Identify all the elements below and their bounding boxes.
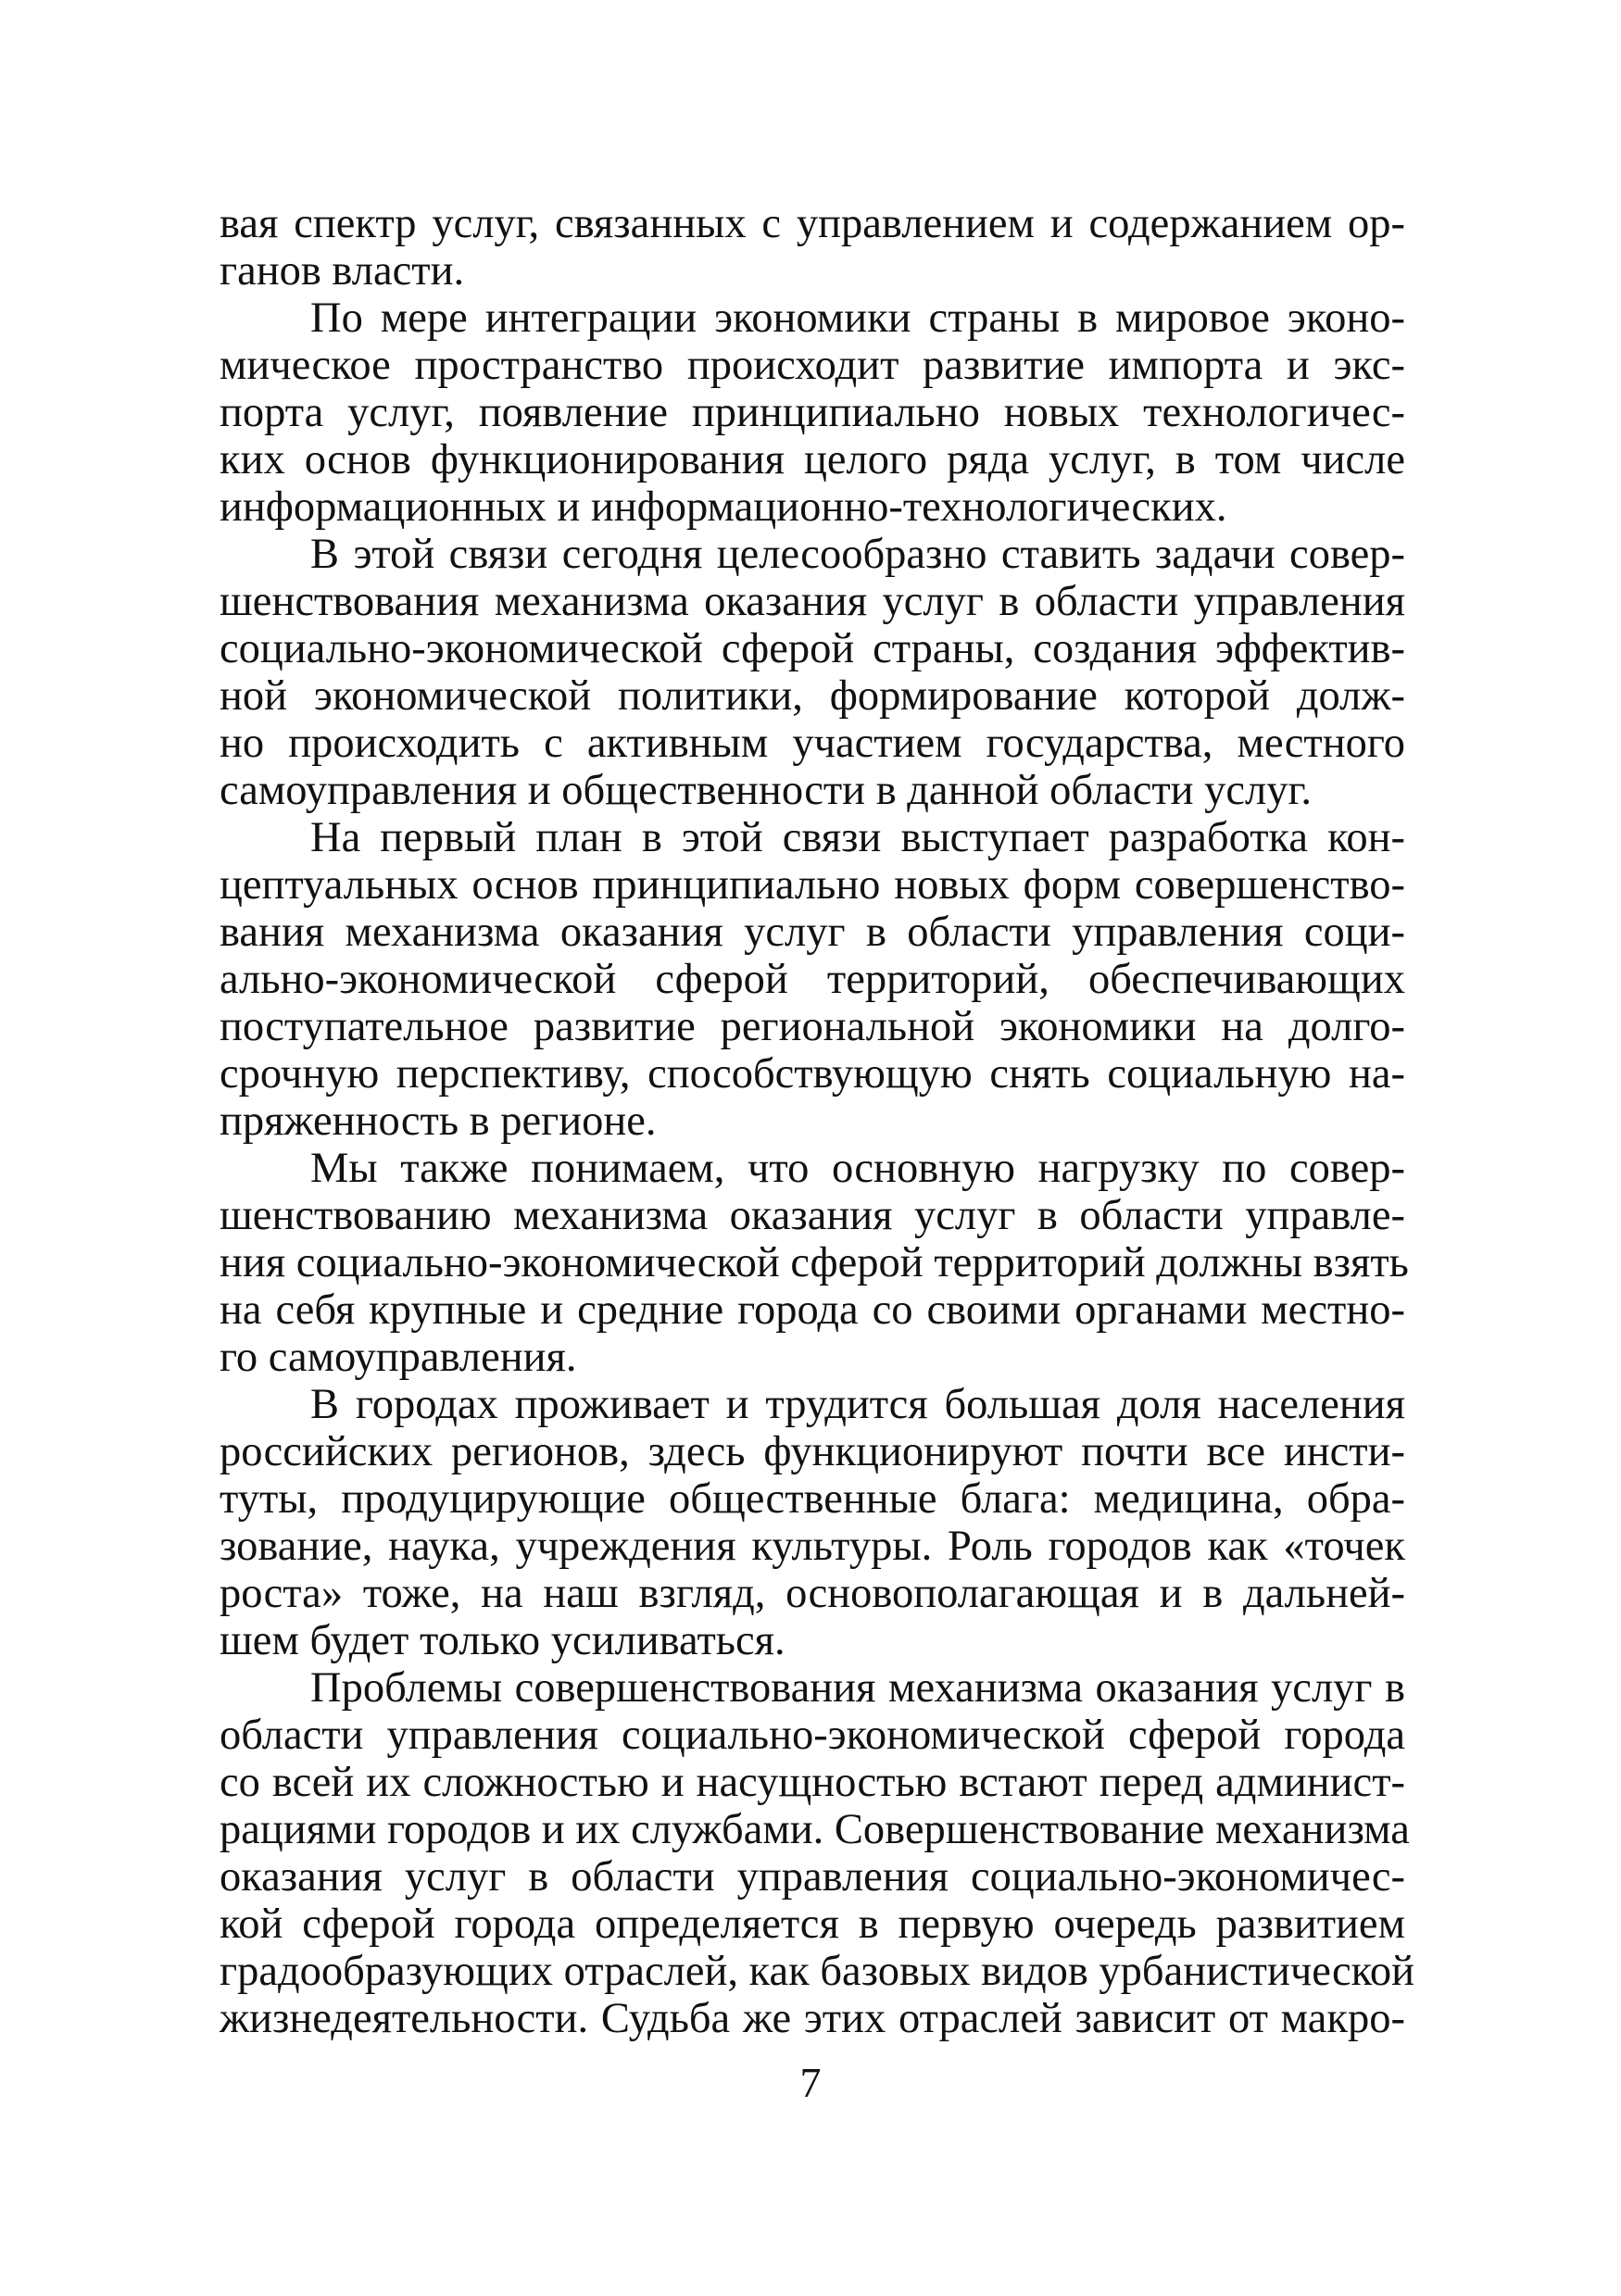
text-line: Мы также понимаем, что основную нагрузку по совер- [310, 1145, 1405, 1192]
text-line: рациями городов и их службами. Совершенствование механизма [220, 1806, 1410, 1853]
text-line: самоуправления и общественности в данной области услуг. [220, 767, 1312, 814]
text-line: мическое пространство происходит развитие импорта и экс- [220, 342, 1405, 389]
text-line: информационных и информационно-технологических. [220, 483, 1227, 531]
text-line: В городах проживает и трудится большая доля населения [310, 1381, 1405, 1428]
text-line: цептуальных основ принципиально новых форм совершенство- [220, 861, 1405, 909]
body-text [220, 200, 1415, 2042]
text-line: жизнедеятельности. Судьба же этих отраслей зависит от макро- [220, 1995, 1405, 2042]
text-line: ной экономической политики, формирование которой долж- [220, 672, 1405, 720]
text-line: вая спектр услуг, связанных с управлением и содержанием ор- [220, 200, 1405, 247]
text-line: поступательное развитие региональной экономики на долго- [220, 1003, 1405, 1050]
text-line: кой сферой города определяется в первую очередь развитием [220, 1901, 1405, 1948]
paragraph [220, 200, 1405, 295]
text-line: области управления социально-экономической сферой города [220, 1712, 1405, 1759]
text-line: оказания услуг в области управления социально-экономичес- [220, 1853, 1405, 1901]
text-line: российских регионов, здесь функционируют почти все инсти- [220, 1428, 1405, 1475]
text-line: По мере интеграции экономики страны в мировое эконо- [310, 295, 1405, 342]
text-line: социально-экономической сферой страны, создания эффектив- [220, 625, 1405, 672]
text-line: го самоуправления. [220, 1334, 577, 1381]
paragraph [220, 1145, 1409, 1381]
text-line: но происходить с активным участием государства, местного [220, 720, 1405, 767]
text-line: туты, продуцирующие общественные блага: медицина, обра- [220, 1475, 1405, 1523]
paragraph [220, 1381, 1405, 1664]
text-line: На первый план в этой связи выступает разработка кон- [310, 814, 1405, 861]
text-line: ганов власти. [220, 247, 465, 295]
text-line: срочную перспективу, способствующую снять социальную на- [220, 1050, 1405, 1098]
paragraph [220, 1664, 1415, 2042]
text-line: ально-экономической сферой территорий, обеспечивающих [220, 956, 1405, 1003]
text-line: градообразующих отраслей, как базовых видов урбанистической [220, 1948, 1415, 1995]
text-line: со всей их сложностью и насущностью встают перед админист- [220, 1759, 1405, 1806]
text-line: ких основ функционирования целого ряда услуг, в том числе [220, 436, 1405, 483]
text-line: зование, наука, учреждения культуры. Роль городов как «точек [220, 1523, 1405, 1570]
text-line: ния социально-экономической сферой территорий должны взять [220, 1239, 1409, 1286]
text-line: роста» тоже, на наш взгляд, основополагающая и в дальней- [220, 1570, 1405, 1617]
paragraph [220, 814, 1405, 1145]
text-line: шенствованию механизма оказания услуг в области управле- [220, 1192, 1405, 1239]
text-line: порта услуг, появление принципиально новых технологичес- [220, 389, 1405, 436]
text-line: шенствования механизма оказания услуг в области управления [220, 578, 1405, 625]
page-number: 7 [799, 2059, 822, 2106]
text-line: вания механизма оказания услуг в области управления соци- [220, 909, 1405, 956]
text-line: Проблемы совершенствования механизма оказания услуг в [310, 1664, 1405, 1712]
text-line: пряженность в регионе. [220, 1098, 657, 1145]
text-line: шем будет только усиливаться. [220, 1617, 785, 1664]
paragraph [220, 531, 1405, 814]
text-line: на себя крупные и средние города со своими органами местно- [220, 1286, 1405, 1334]
paragraph [220, 295, 1405, 531]
text-line: В этой связи сегодня целесообразно ставить задачи совер- [310, 531, 1405, 578]
